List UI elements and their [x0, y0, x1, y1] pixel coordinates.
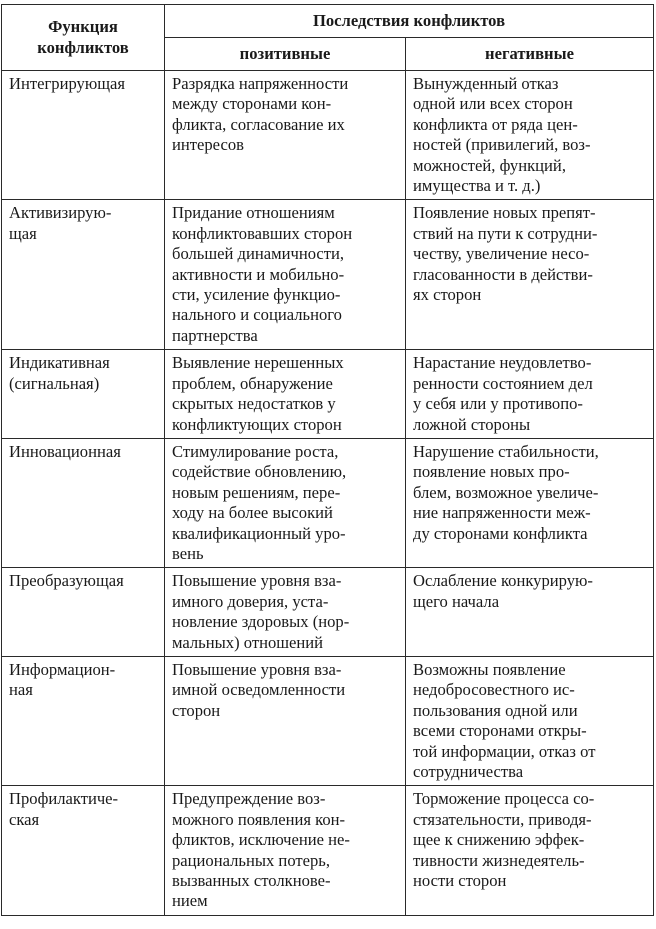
positive-cell: Повышение уровня вза- имной осведомленности сторон	[165, 656, 406, 785]
table-row	[2, 568, 654, 657]
positive-cell: Выявление нерешенных проблем, обнаружение скрытых недостатков у конфликтующих сторон	[165, 350, 406, 439]
negative-cell: Нарушение стабильности, появление новых про- блем, возможное увеличе- ние напряженности меж- ду сторонами конфликта	[406, 438, 654, 567]
negative-cell: Появление новых препят- ствий на пути к сотрудни- честву, увеличение несо- гласованности в действи- ях сторон	[406, 200, 654, 350]
function-cell: Профилактиче- ская	[2, 786, 165, 915]
negative-column-header: негативные	[406, 38, 654, 71]
consequences-header: Последствия конфликтов	[165, 5, 654, 38]
positive-cell: Стимулирование роста, содействие обновлению, новым решениям, пере- ходу на более высокий квалификационный уро- вень	[165, 438, 406, 567]
positive-cell: Повышение уровня вза- имного доверия, уста- новление здоровых (нор- мальных) отношений	[165, 568, 406, 657]
table-row	[2, 786, 654, 915]
negative-cell: Возможны появление недобросовестного ис- пользования одной или всеми сторонами откры- той информации, отказ от сотрудничества	[406, 656, 654, 785]
negative-cell: Ослабление конкурирую- щего начала	[406, 568, 654, 657]
positive-cell: Предупреждение воз- можного появления кон- фликтов, исключение не- рациональных потерь, вызванных столкнове- нием	[165, 786, 406, 915]
table-row	[2, 656, 654, 785]
negative-cell: Вынужденный отказ одной или всех сторон конфликта от ряда цен- ностей (привилегий, воз- можностей, функций, имущества и т. д.)	[406, 71, 654, 200]
function-cell: Преобразующая	[2, 568, 165, 657]
function-cell: Индикативная (сигнальная)	[2, 350, 165, 439]
function-cell: Интегрирующая	[2, 71, 165, 200]
table-row	[2, 350, 654, 439]
negative-cell: Торможение процесса со- стязательности, приводя- щее к снижению эффек- тивности жизнедеятель- ности сторон	[406, 786, 654, 915]
function-cell: Информацион- ная	[2, 656, 165, 785]
table-row	[2, 438, 654, 567]
table-row	[2, 200, 654, 350]
table-row	[2, 71, 654, 200]
function-column-header: Функция конфликтов	[2, 5, 165, 71]
positive-cell: Придание отношениям конфликтовавших сторон большей динамичности, активности и мобильно- сти, усиление функцио- нального и социального партнерства	[165, 200, 406, 350]
function-cell: Инновационная	[2, 438, 165, 567]
negative-cell: Нарастание неудовлетво- ренности состоянием дел у себя или у противопо- ложной стороны	[406, 350, 654, 439]
positive-column-header: позитивные	[165, 38, 406, 71]
positive-cell: Разрядка напряженности между сторонами кон- фликта, согласование их интересов	[165, 71, 406, 200]
conflict-functions-table	[1, 4, 654, 916]
function-cell: Активизирую- щая	[2, 200, 165, 350]
